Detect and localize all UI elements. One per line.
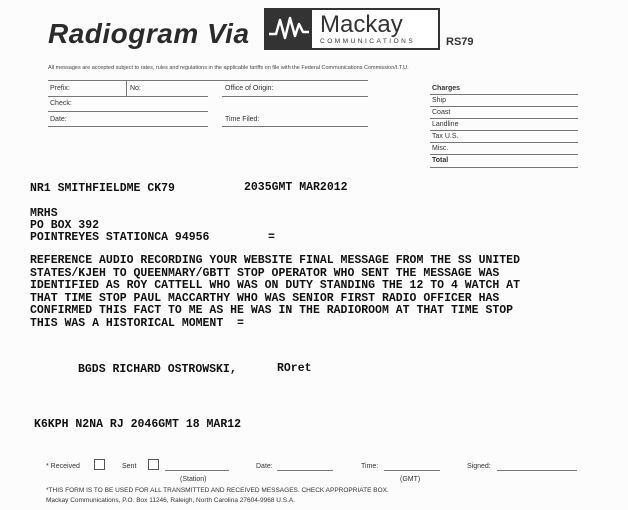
form-code: RS79 [446,36,474,48]
mackay-logo [264,8,440,50]
company-address: Mackay Communications, P.O. Box 11246, Raleigh, North Carolina 27604-9968 U.S.A. [46,497,296,504]
waveform-icon [266,10,312,48]
charge-coast: Coast [432,109,451,116]
address-break: = [268,231,275,244]
office-of-origin-label: Office of Origin: [225,85,274,92]
tariff-notice: All messages are accepted subject to rates, rules and regulations in the applicable tariffs on file with the Federal Communications Commission/I.T.U. [48,65,409,71]
address-line-2: PO BOX 392 [30,219,100,232]
message-body: REFERENCE AUDIO RECORDING YOUR WEBSITE FINAL MESSAGE FROM THE SS UNITED STATES/KJEH TO QUEENMARY/GBTT STOP OPERATOR WHO SENT THE MESSAGE WAS IDENTIFIED AS ROY CATTELL WHO WAS ON DUTY STANDING THE 12 TO 4 WATCH AT THAT TIME STOP PAUL MACCARTHY WHO WAS SENIOR FIRST RADIO OFFICER HAS CONFIRMED THIS FACT TO ME AS HE WAS IN THE RADIOROOM AT THAT TIME STOP THIS WAS A HISTORICAL MOMENT = [30,254,520,330]
signature-initials: ROret [277,362,312,375]
received-label: * Received [46,463,80,470]
charge-ship: Ship [432,97,447,104]
charge-landline: Landline [432,121,459,128]
signed-label: Signed: [467,463,491,470]
date-label: Date: [50,116,67,123]
sent-label: Sent [122,463,137,470]
address-line-3: POINTREYES STATIONCA 94956 [30,231,210,244]
prefix-label: Prefix: [50,85,70,92]
check-label: Check: [50,100,72,107]
charge-misc: Misc. [432,145,449,152]
charge-total: Total [432,157,449,164]
address-line-1: MRHS [30,207,58,220]
station-label: (Station) [180,476,207,483]
charge-tax-us: Tax U.S. [432,133,459,140]
sent-checkbox[interactable] [148,459,159,470]
footer-time-label: Time: [361,463,379,470]
form-title: Radiogram Via [48,18,250,49]
service-line: K6KPH N2NA RJ 2046GMT 18 MAR12 [34,418,242,431]
logo-subtitle: COMMUNICATIONS [320,38,416,45]
gmt-label: (GMT) [400,476,421,483]
message-signature: BGDS RICHARD OSTROWSKI, [78,363,237,376]
logo-name: Mackay [320,11,403,38]
no-label: No: [130,85,141,92]
form-instruction: *THIS FORM IS TO BE USED FOR ALL TRANSMITTED AND RECEIVED MESSAGES. CHECK APPROPRIATE BOX. [46,487,389,494]
footer-date-label: Date: [256,463,273,470]
message-preamble: NR1 SMITHFIELDME CK79 [30,182,175,195]
received-checkbox[interactable] [94,459,105,470]
charges-heading: Charges [432,85,461,92]
time-filed-label: Time Filed: [225,116,260,123]
message-filed-time: 2035GMT MAR2012 [244,181,348,194]
